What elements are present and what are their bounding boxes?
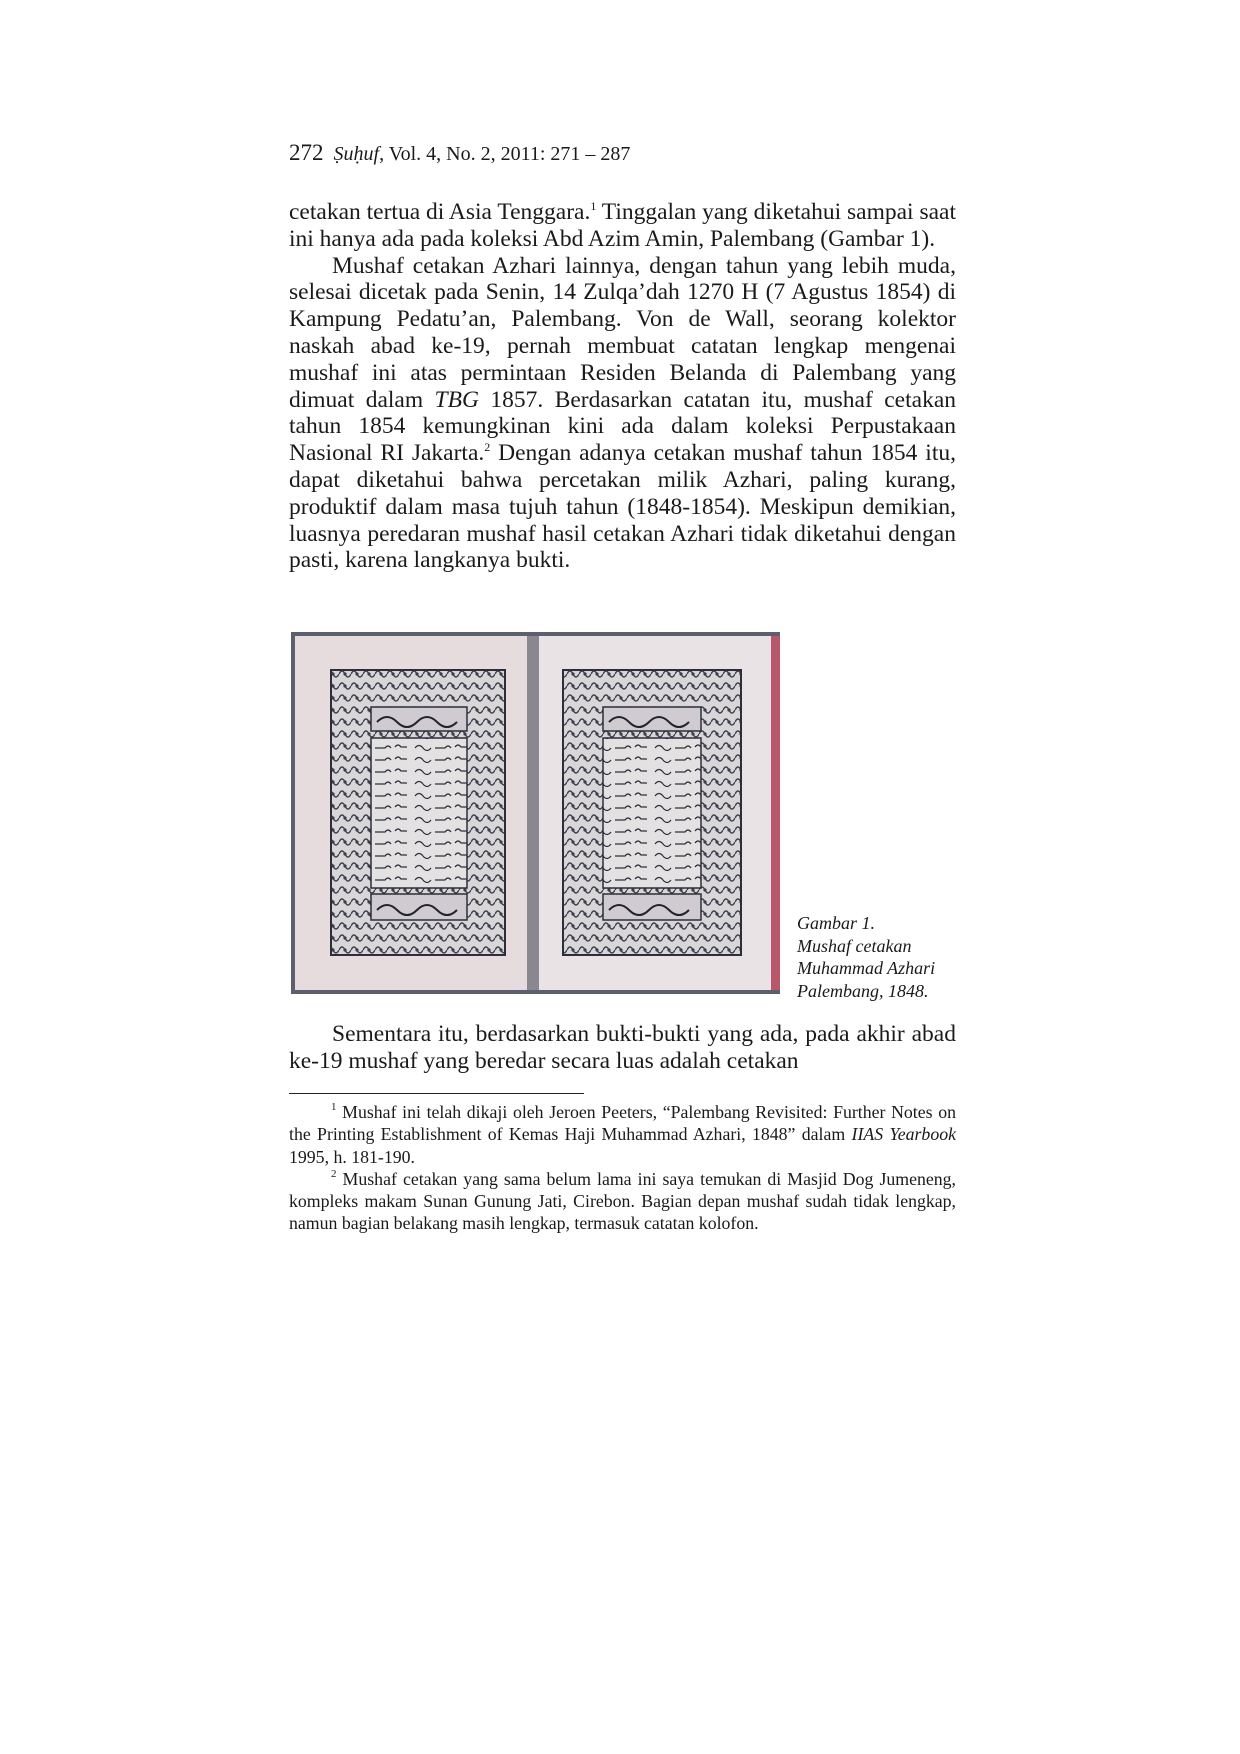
caption-line-1: Gambar 1. — [797, 913, 876, 933]
paragraph-3: Sementara itu, berdasarkan bukti-bukti yang ada, pada akhir abad ke-19 mushaf yang beredar secara luas adalah cetakan — [289, 1021, 956, 1074]
footnote-1: $^1$ Mushaf ini telah dikaji oleh Jeroen Peeters, “Palembang Revisited: Further Notes on the Printing Establishment of Kemas Haji Muhammad Azhari, 1848” dalam IIAS Yearbook 1995, h. 181-190. — [289, 1101, 956, 1167]
footnote-ref-2[interactable]: 2 — [484, 440, 491, 455]
footnotes — [289, 1101, 956, 1235]
caption-line-3: Muhammad Azhari — [797, 958, 936, 978]
figure-mushaf-photo — [291, 632, 780, 994]
footnote-rule — [289, 1093, 584, 1094]
paragraph-2: Mushaf cetakan Azhari lainnya, dengan tahun yang lebih muda, selesai dicetak pada Senin, 14 Zulqa’dah 1270 H (7 Agustus 1854) di Kampung Pedatu’an, Palembang. Von de Wall, seorang kolektor naskah abad ke-19, pernah membuat catatan lengkap mengenai mushaf ini atas permintaan Residen Belanda di Palembang yang dimuat dalam TBG 1857. Berdasarkan catatan itu, mushaf cetakan tahun 1854 kemungkinan kini ada dalam koleksi Perpustakaan Nasional RI Jakarta.$^2$ Dengan adanya cetakan mushaf tahun 1854 itu, dapat diketahui bahwa percetakan milik Azhari, paling kurang, produktif dalam masa tujuh tahun (1848-1854). Meskipun demikian, luasnya peredaran mushaf hasil cetakan Azhari tidak diketahui dengan pasti, karena langkanya bukti. — [289, 252, 956, 574]
running-head — [289, 140, 630, 166]
journal-citation: , Vol. 4, No. 2, 2011: 271 – 287 — [379, 143, 631, 165]
caption-line-2: Mushaf cetakan — [797, 935, 912, 956]
figure-caption — [797, 912, 935, 1002]
mushaf-photo-illustration — [291, 632, 780, 994]
italic-tbg: TBG — [434, 386, 479, 413]
footnote-2: $^2$ Mushaf cetakan yang sama belum lama ini saya temukan di Masjid Dog Jumeneng, kompleks makam Sunan Gunung Jati, Cirebon. Bagian depan mushaf sudah tidak lengkap, namun bagian belakang masih lengkap, termasuk catatan kolofon. — [289, 1167, 956, 1234]
paragraph-1: cetakan tertua di Asia Tenggara.$^1$ Tinggalan yang diketahui sampai saat ini hanya ada pada koleksi Abd Azim Amin, Palembang (Gambar 1). — [289, 199, 956, 252]
caption-line-4: Palembang, 1848. — [797, 980, 929, 1001]
body-text-bottom — [289, 1021, 956, 1075]
footnote-ref-1[interactable]: 1 — [590, 199, 597, 213]
page-number: 272 — [289, 140, 324, 165]
footnote-2-marker: 2 — [331, 1167, 337, 1180]
footnote-1-marker: 1 — [331, 1101, 337, 1113]
journal-title: Ṣuḥuf — [333, 143, 380, 165]
body-text-top — [289, 199, 956, 574]
italic-iias-yearbook: IIAS Yearbook — [851, 1124, 956, 1145]
